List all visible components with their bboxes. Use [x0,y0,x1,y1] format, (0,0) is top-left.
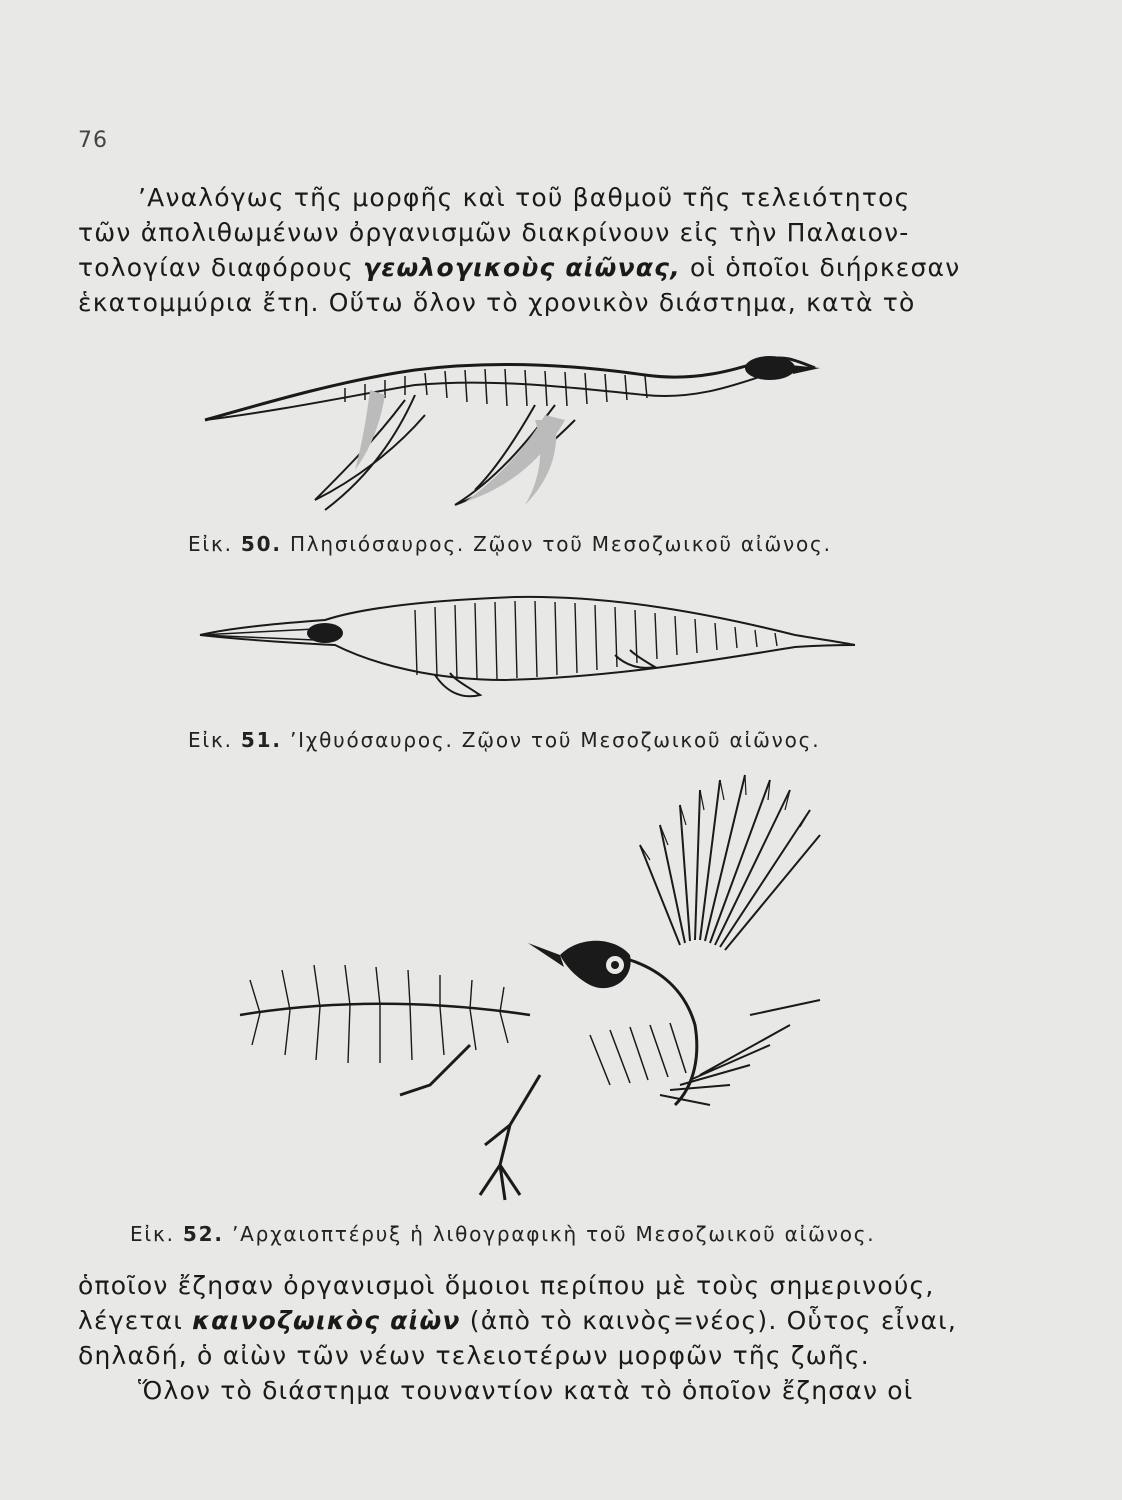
figure-52-caption [130,1222,875,1246]
text-segment: (ἀπὸ τὸ καινὸς=νέος). Οὗτος εἶναι, [460,1306,957,1335]
text-line [78,1303,998,1338]
figure-prefix: Εἰκ. [130,1222,175,1246]
closing-paragraph [78,1268,998,1408]
emphasized-term: καινοζωικὸς αἰὼν [192,1306,461,1335]
emphasized-term: γεωλογικοὺς αἰῶνας, [363,253,681,282]
plesiosaurus-illustration [195,340,835,520]
text-line [78,250,998,285]
figure-caption-text: ’Αρχαιοπτέρυξ ἡ λιθογραφικὴ τοῦ Μεσοζωικοῦ αἰῶνος. [231,1222,876,1246]
page-number: 76 [78,128,108,153]
figure-prefix: Εἰκ. [188,532,233,556]
ichthyosaurus-illustration [195,585,865,715]
figure-51-caption [188,728,820,752]
text-line: ὁποῖον ἔζησαν ὀργανισμοὶ ὅμοιοι περίπου μὲ τοὺς σημερινούς, [78,1271,935,1300]
archaeopteryx-illustration [230,765,850,1205]
text-line: Ὅλον τὸ διάστημα τουναντίον κατὰ τὸ ὁποῖον ἔζησαν οἱ [138,1376,914,1405]
text-segment: τολογίαν διαφόρους [78,253,364,282]
text-segment: λέγεται [78,1306,193,1335]
figure-50-caption [188,532,832,556]
text-line: δηλαδή, ὁ αἰὼν τῶν νέων τελειοτέρων μορφῶν τῆς ζωῆς. [78,1341,870,1370]
figure-number: 51. [240,728,282,752]
text-segment: οἱ ὁποῖοι διήρκεσαν [680,253,961,282]
figure-caption-text: Πλησιόσαυρος. Ζῷον τοῦ Μεσοζωικοῦ αἰῶνος. [289,532,832,556]
figure-number: 52. [182,1222,224,1246]
text-line: ’Αναλόγως τῆς μορφῆς καὶ τοῦ βαθμοῦ τῆς τελειότητος [138,183,911,212]
text-line: τῶν ἀπολιθωμένων ὀργανισμῶν διακρίνουν εἰς τὴν Παλαιον- [78,218,910,247]
intro-paragraph [78,180,998,320]
figure-prefix: Εἰκ. [188,728,233,752]
figure-caption-text: ’Ιχθυόσαυρος. Ζῷον τοῦ Μεσοζωικοῦ αἰῶνος. [289,728,821,752]
text-line: ἑκατομμύρια ἔτη. Οὕτω ὅλον τὸ χρονικὸν διάστημα, κατὰ τὸ [78,288,916,317]
figure-number: 50. [240,532,282,556]
